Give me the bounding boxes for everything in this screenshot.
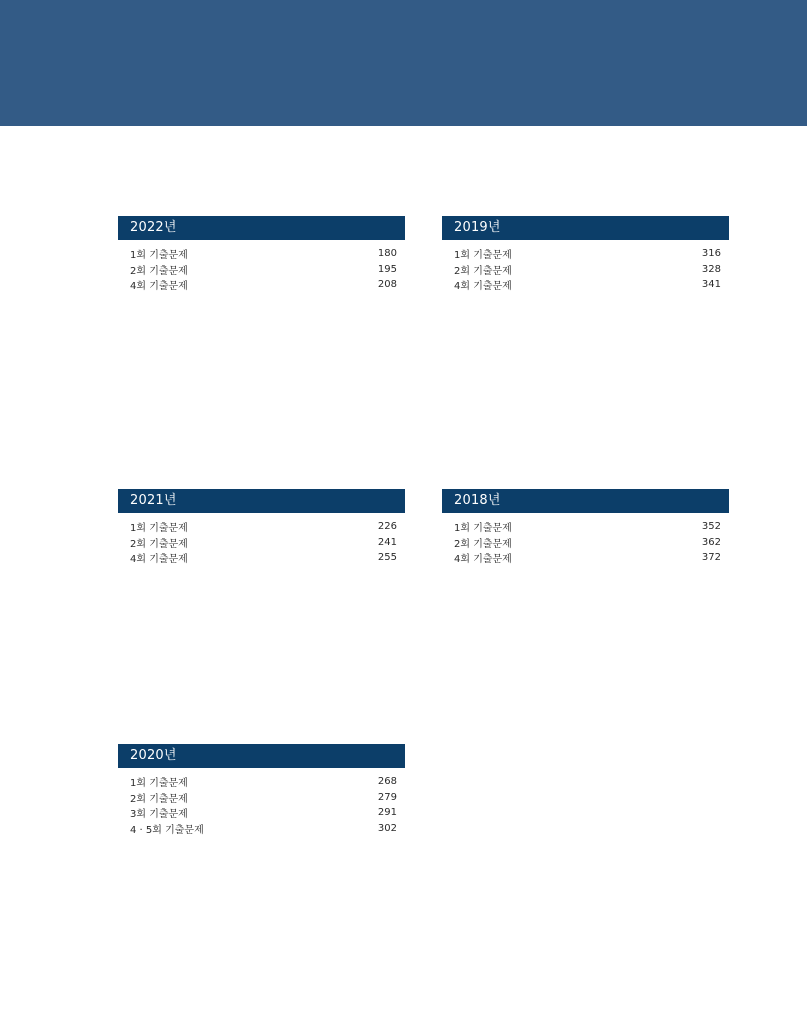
top-banner [0, 0, 807, 126]
exam-entry[interactable] [118, 805, 405, 821]
exam-title: 1회 기출문제 [454, 250, 512, 262]
page-number: 241 [377, 536, 397, 548]
exam-entry[interactable] [118, 821, 405, 837]
year-heading: 2021년 [118, 489, 405, 513]
exam-title: 4회 기출문제 [130, 554, 188, 566]
exam-entry[interactable] [442, 262, 729, 278]
page-number: 291 [377, 807, 397, 819]
page-number: 180 [377, 248, 397, 260]
exam-entry[interactable] [442, 277, 729, 293]
exam-entry[interactable] [118, 535, 405, 551]
page-number: 208 [377, 279, 397, 291]
page-number: 341 [701, 279, 721, 291]
exam-entry[interactable] [118, 519, 405, 535]
exam-title: 2회 기출문제 [130, 793, 188, 805]
exam-title: 2회 기출문제 [454, 538, 512, 550]
exam-title: 4회 기출문제 [454, 281, 512, 293]
exam-title: 4회 기출문제 [454, 554, 512, 566]
exam-title: 4 · 5회 기출문제 [130, 824, 204, 836]
exam-list [118, 519, 405, 566]
year-heading: 2019년 [442, 216, 729, 240]
page-number: 372 [701, 552, 721, 564]
exam-list [118, 774, 405, 836]
page-number: 352 [701, 521, 721, 533]
exam-entry[interactable] [442, 519, 729, 535]
page-number: 328 [701, 263, 721, 275]
exam-entry[interactable] [118, 790, 405, 806]
exam-list [442, 246, 729, 293]
exam-title: 2회 기출문제 [454, 265, 512, 277]
page-number: 279 [377, 791, 397, 803]
exam-entry[interactable] [118, 277, 405, 293]
page-number: 255 [377, 552, 397, 564]
exam-list [118, 246, 405, 293]
page-number: 226 [377, 521, 397, 533]
year-section-2019 [442, 216, 729, 293]
page-number: 362 [701, 536, 721, 548]
exam-title: 1회 기출문제 [130, 250, 188, 262]
exam-entry[interactable] [118, 550, 405, 566]
exam-title: 1회 기출문제 [130, 778, 188, 790]
exam-list [442, 519, 729, 566]
exam-title: 4회 기출문제 [130, 281, 188, 293]
year-section-2018 [442, 489, 729, 566]
exam-title: 1회 기출문제 [130, 523, 188, 535]
exam-entry[interactable] [442, 246, 729, 262]
page-number: 268 [377, 776, 397, 788]
exam-entry[interactable] [442, 535, 729, 551]
page-number: 302 [377, 822, 397, 834]
exam-title: 2회 기출문제 [130, 265, 188, 277]
year-heading: 2020년 [118, 744, 405, 768]
year-section-2022 [118, 216, 405, 293]
exam-title: 1회 기출문제 [454, 523, 512, 535]
year-section-2021 [118, 489, 405, 566]
year-heading: 2022년 [118, 216, 405, 240]
exam-title: 2회 기출문제 [130, 538, 188, 550]
year-heading: 2018년 [442, 489, 729, 513]
page-number: 316 [701, 248, 721, 260]
exam-entry[interactable] [118, 246, 405, 262]
page-number: 195 [377, 263, 397, 275]
exam-entry[interactable] [118, 262, 405, 278]
year-section-2020 [118, 744, 405, 836]
exam-entry[interactable] [442, 550, 729, 566]
exam-title: 3회 기출문제 [130, 809, 188, 821]
exam-entry[interactable] [118, 774, 405, 790]
